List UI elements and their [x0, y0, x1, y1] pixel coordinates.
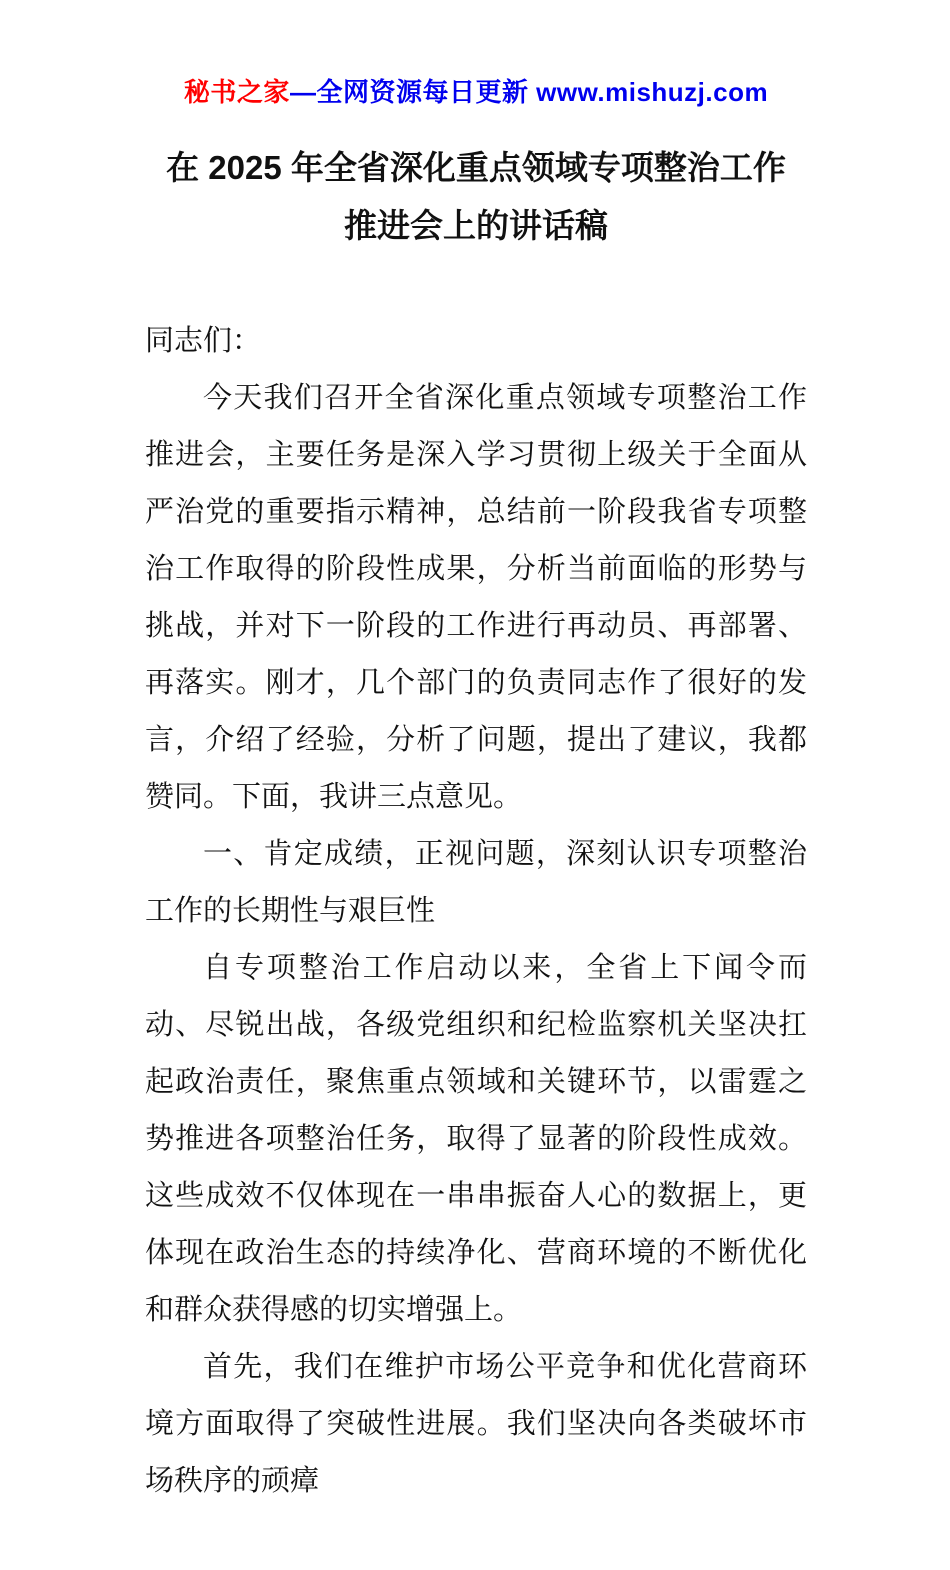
- site-brand: 秘书之家: [183, 77, 290, 107]
- achievements-paragraph: 自专项整治工作启动以来，全省上下闻令而动、尽锐出战，各级党组织和纪检监察机关坚决扛起政治责任，聚焦重点领域和关键环节，以雷霆之势推进各项整治任务，取得了显著的阶段性成效。这些成效不仅体现在一串串振奋人心的数据上，更体现在政治生态的持续净化、营商环境的不断优化和群众获得感的切实增强上。: [145, 951, 807, 1326]
- document-title: [145, 139, 807, 255]
- site-tagline: —全网资源每日更新: [289, 77, 537, 107]
- site-header: [145, 72, 807, 109]
- site-url-link[interactable]: www.mishuzj.com: [536, 77, 769, 107]
- document-title-line-2: 推进会上的讲话稿: [344, 206, 608, 244]
- salutation: 同志们：: [145, 324, 262, 357]
- document-title-line-1: 在 2025 年全省深化重点领域专项整治工作: [166, 149, 786, 186]
- opening-paragraph: 今天我们召开全省深化重点领域专项整治工作推进会，主要任务是深入学习贯彻上级关于全面从严治党的重要指示精神，总结前一阶段我省专项整治工作取得的阶段性成果，分析当前面临的形势与挑战，并对下一阶段的工作进行再动员、再部署、再落实。刚才，几个部门的负责同志作了很好的发言，介绍了经验，分析了问题，提出了建议，我都赞同。下面，我讲三点意见。: [145, 381, 807, 813]
- market-progress-paragraph: 首先，我们在维护市场公平竞争和优化营商环境方面取得了突破性进展。我们坚决向各类破坏市场秩序的顽瘴: [145, 1350, 807, 1497]
- section-heading-1: 一、肯定成绩，正视问题，深刻认识专项整治工作的长期性与艰巨性: [145, 837, 807, 927]
- document-body: [145, 313, 807, 1510]
